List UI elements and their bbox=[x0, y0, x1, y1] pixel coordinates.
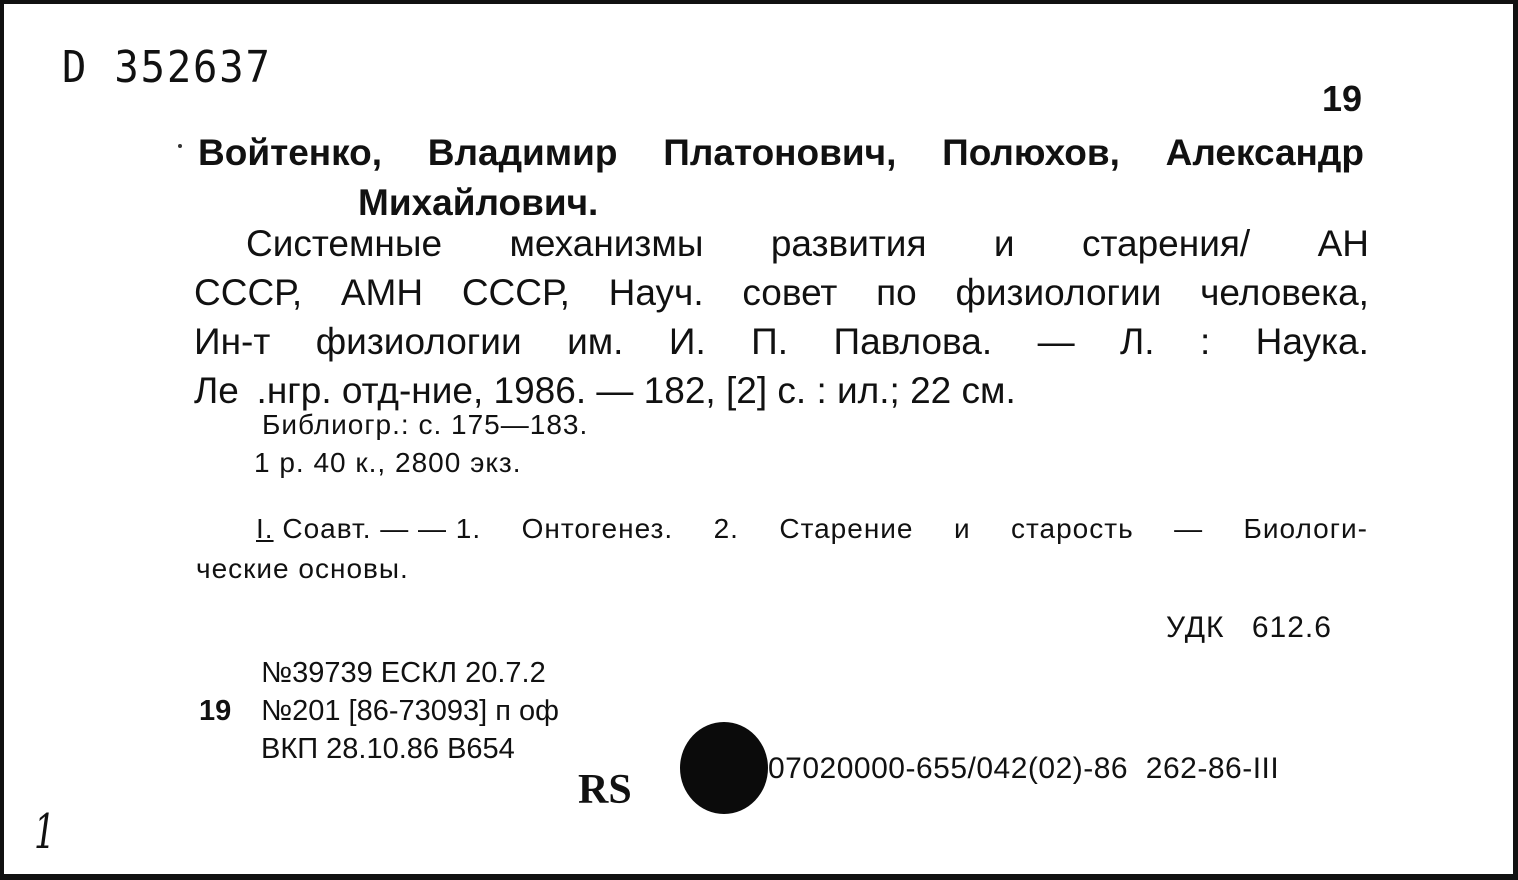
catalog-numbers bbox=[199, 654, 559, 768]
catalog-line bbox=[199, 730, 559, 768]
title-word: Науч. bbox=[608, 272, 704, 313]
subject-tracings bbox=[196, 509, 1368, 589]
bibliography-note: Библиогр.: с. 175—183. bbox=[262, 409, 589, 440]
title-word: АМН bbox=[340, 272, 424, 313]
handwritten-mark: 1 bbox=[34, 804, 56, 860]
catalog-line bbox=[199, 692, 559, 730]
authors-line-1 bbox=[198, 128, 1364, 178]
title-line-1 bbox=[194, 219, 1369, 268]
author-word: Полюхов, bbox=[942, 132, 1120, 173]
title-description bbox=[194, 219, 1369, 415]
title-word: Наука. bbox=[1255, 321, 1369, 362]
shelfmark: D 352637 bbox=[62, 42, 272, 93]
title-word: И. bbox=[668, 321, 706, 362]
punch-hole bbox=[680, 722, 768, 814]
subjects-word: 2. bbox=[713, 513, 739, 544]
notes-block bbox=[254, 406, 589, 482]
page-number: 19 bbox=[1322, 78, 1363, 119]
title-word: Ин-т bbox=[194, 321, 271, 362]
subjects-word: старость bbox=[1011, 513, 1134, 544]
subjects-word: Биологи- bbox=[1243, 513, 1368, 544]
title-word: Системные bbox=[246, 223, 443, 264]
title-word: СССР, bbox=[461, 272, 570, 313]
section-number: I. bbox=[256, 513, 274, 544]
subjects-item bbox=[256, 509, 481, 549]
author-word: Владимир bbox=[427, 132, 618, 173]
title-line-3 bbox=[194, 317, 1369, 366]
subjects-word: Соавт. — — 1. bbox=[282, 513, 482, 544]
subjects-line-2: ческие основы. bbox=[196, 553, 409, 584]
title-line-2 bbox=[194, 268, 1369, 317]
title-word: физиологии bbox=[315, 321, 522, 362]
title-word: Л. bbox=[1119, 321, 1155, 362]
title-word: и bbox=[993, 223, 1015, 264]
title-word: развития bbox=[770, 223, 927, 264]
catalog-prefix bbox=[199, 654, 261, 692]
title-word: — bbox=[1037, 321, 1075, 362]
catalog-prefix bbox=[199, 730, 261, 768]
author-word: Платонович, bbox=[663, 132, 897, 173]
title-word: : bbox=[1199, 321, 1211, 362]
subjects-word: Онтогенез. bbox=[521, 513, 674, 544]
authors-heading bbox=[198, 128, 1368, 228]
title-word: совет bbox=[742, 272, 838, 313]
title-word: АН bbox=[1317, 223, 1369, 264]
title-word: им. bbox=[567, 321, 624, 362]
subjects-line-1 bbox=[196, 509, 1368, 549]
catalog-text: ВКП 28.10.86 В654 bbox=[261, 733, 515, 765]
subjects-word: Старение bbox=[779, 513, 914, 544]
title-word: по bbox=[876, 272, 917, 313]
authors-line-2: Михайлович. bbox=[358, 182, 599, 223]
price-note: 1 р. 40 к., 2800 экз. bbox=[254, 447, 522, 478]
title-line-4: Ле .нгр. отд-ние, 1986. — 182, [2] с. : ил.; 22 см. bbox=[194, 370, 1016, 411]
author-word: Войтенко, bbox=[198, 132, 383, 173]
title-word: Павлова. bbox=[833, 321, 993, 362]
subjects-word: и bbox=[953, 513, 971, 544]
catalog-line bbox=[199, 654, 559, 692]
subjects-word: — bbox=[1174, 513, 1204, 544]
title-word: физиологии bbox=[955, 272, 1162, 313]
catalog-text: №39739 ЕСКЛ 20.7.2 bbox=[261, 657, 546, 689]
title-word: человека, bbox=[1200, 272, 1369, 313]
title-word: старения/ bbox=[1082, 223, 1251, 264]
catalog-prefix: 19 bbox=[199, 695, 232, 727]
title-word: П. bbox=[751, 321, 789, 362]
title-word: СССР, bbox=[194, 272, 303, 313]
udk-code: УДК 612.6 bbox=[1166, 611, 1332, 644]
stray-dot bbox=[178, 144, 182, 148]
classification-code: 07020000-655/042(02)-86 262-86-III bbox=[768, 752, 1280, 785]
rs-mark: RS bbox=[578, 767, 632, 813]
title-word: механизмы bbox=[509, 223, 704, 264]
catalog-text: №201 [86-73093] п оф bbox=[261, 695, 560, 727]
author-word: Александр bbox=[1165, 132, 1364, 173]
